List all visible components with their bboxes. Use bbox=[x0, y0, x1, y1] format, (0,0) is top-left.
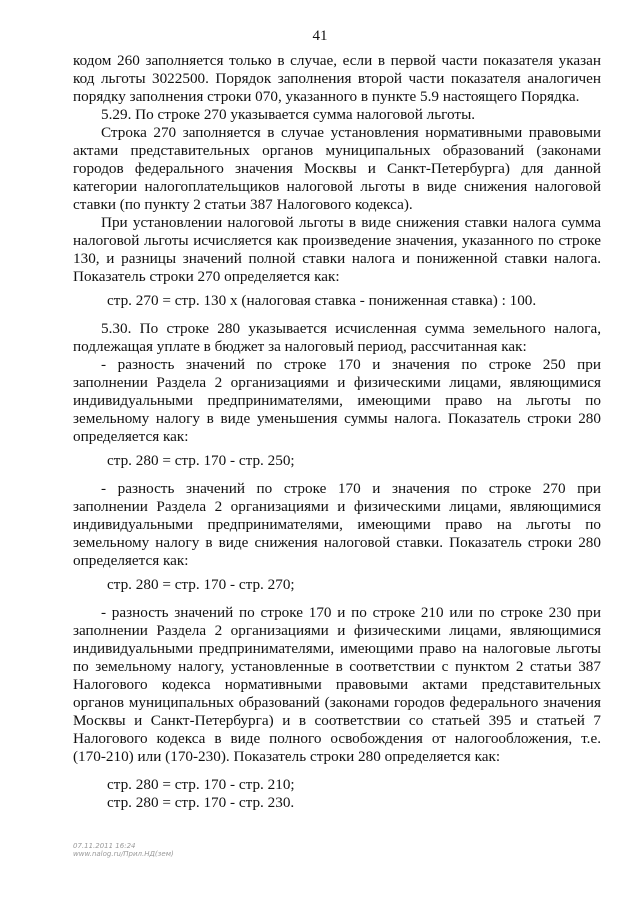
formula-line: стр. 280 = стр. 170 - стр. 250; bbox=[107, 452, 295, 469]
text-line: - разность значений по строке 170 и по строке 210 или по строке 230 при bbox=[101, 604, 601, 621]
text-line: ставки (по пункту 2 статьи 387 Налогового кодекса). bbox=[73, 196, 413, 213]
text-line: заполнении Раздела 2 организациями и физическими лицами, являющимися bbox=[73, 622, 601, 639]
text-line: Показатель строки 270 определяется как: bbox=[73, 268, 340, 285]
formula-line: стр. 280 = стр. 170 - стр. 230. bbox=[107, 794, 295, 811]
text-line: определяется как: bbox=[73, 428, 189, 445]
text-line: 5.29. По строке 270 указывается сумма налоговой льготы. bbox=[101, 106, 476, 123]
formula-line: стр. 280 = стр. 170 - стр. 210; bbox=[107, 776, 295, 793]
text-line: земельному налогу в виде снижения налоговой ставки. Показатель строки 280 bbox=[73, 534, 601, 551]
text-line: порядку заполнения строки 070, указанного в пункте 5.9 настоящего Порядка. bbox=[73, 88, 580, 105]
text-line: 5.30. По строке 280 указывается исчисленная сумма земельного налога, bbox=[101, 320, 601, 337]
text-line: индивидуальными предпринимателями, имеющими право на льготы по bbox=[73, 392, 601, 409]
formula-line: стр. 270 = стр. 130 х (налоговая ставка - пониженная ставка) : 100. bbox=[107, 292, 537, 309]
text-line: - разность значений по строке 170 и значения по строке 250 при bbox=[101, 356, 601, 373]
text-line: При установлении налоговой льготы в виде снижения ставки налога сумма bbox=[101, 214, 601, 231]
text-line: актами представительных органов муниципальных образований (законами bbox=[73, 142, 601, 159]
text-line: земельному налогу в виде уменьшения суммы налога. Показатель строки 280 bbox=[73, 410, 601, 427]
text-line: индивидуальными предпринимателями, имеющими право на льготы по bbox=[73, 516, 601, 533]
text-line: категории налогоплательщиков налоговой льготы в виде снижения налоговой bbox=[73, 178, 601, 195]
text-line: (170-210) или (170-230). Показатель строки 280 определяется как: bbox=[73, 748, 501, 765]
text-line: городов федерального значения Москвы и Санкт-Петербурга) для данной bbox=[73, 160, 601, 177]
text-line: 130, и разницы значений полной ставки налога и пониженной ставки налога. bbox=[73, 250, 601, 267]
text-line: Строка 270 заполняется в случае установления нормативными правовыми bbox=[101, 124, 601, 141]
text-line: Налогового кодекса в виде полного освобождения от налогообложения, т.е. bbox=[73, 730, 601, 747]
text-line: подлежащая уплате в бюджет за налоговый период, рассчитанная как: bbox=[73, 338, 527, 355]
text-line: заполнении Раздела 2 организациями и физическими лицами, являющимися bbox=[73, 498, 601, 515]
text-line: определяется как: bbox=[73, 552, 189, 569]
footer-line-2: www.nalog.ru/Прил.НД(зем) bbox=[73, 850, 174, 858]
text-line: индивидуальными предпринимателями, имеющими право на налоговые льготы bbox=[73, 640, 601, 657]
text-line: налоговой льготы исчисляется как произведение значения, указанного по строке bbox=[73, 232, 601, 249]
footer-line-1: 07.11.2011 16:24 bbox=[73, 842, 136, 850]
formula-line: стр. 280 = стр. 170 - стр. 270; bbox=[107, 576, 295, 593]
text-line: код льготы 3022500. Порядок заполнения второй части показателя аналогичен bbox=[73, 70, 601, 87]
page-number: 41 bbox=[312, 28, 328, 44]
text-line: органов муниципальных образований (законами городов федерального значения bbox=[73, 694, 601, 711]
text-line: кодом 260 заполняется только в случае, если в первой части показателя указан bbox=[73, 52, 601, 69]
text-line: Налогового кодекса нормативными правовыми актами представительных bbox=[73, 676, 601, 693]
text-line: - разность значений по строке 170 и значения по строке 270 при bbox=[101, 480, 601, 497]
text-line: по земельному налогу, установленные в соответствии с пунктом 2 статьи 387 bbox=[73, 658, 601, 675]
text-line: заполнении Раздела 2 организациями и физическими лицами, являющимися bbox=[73, 374, 601, 391]
text-line: Москвы и Санкт-Петербурга) и в соответствии со статьей 395 и статьей 7 bbox=[73, 712, 601, 729]
